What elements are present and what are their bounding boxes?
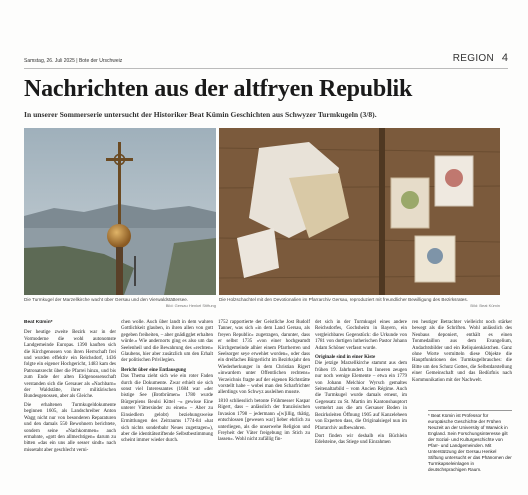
photo2-caption-text: Die Holzschachtel mit den Devotionalien im Pfarrarchiv Gersau, reproduziert mit freundlicher Bewilligung des Bezirksrates. bbox=[219, 297, 468, 302]
paragraph: 1752 rapportierte der Geistliche Jost Rudolf Tanner, was sich «in dem Land Gersau, als freyen Republic» zugetragen, darunter, dass er selbst 1735 «von einer hochgeamdt Kirchgemeinde alhier einem Pfarrherren und Seelsorger seye erwehlet worden», oder dass ein dreifaches Bürgerlicht im Bezirksjahr den Wiederherkunger in dem Christian Rigert «inwardern unter Offentlichen rechtens» Verzeichnis fragte auf der eigenen Richtstätte vorstellt habe – wobei man den Scharfrichter allerdings von Schwyz ausleihen musste. bbox=[218, 320, 310, 396]
article-title: Nachrichten aus der altfryen Republik bbox=[24, 76, 413, 102]
paragraph: Der heutige zweite Bezirk war in der Vormoderne die wohl autonomste Landgemeinde Europas. 1390 kauften sich die Kirchgenossen von ihren Herrschaft frei und wurden effektiv ein Reichsdorf, 1436 folgte ein eigener Hochgericht, 1483 kam des Patronatsrecht über die Pfarrei hinzu, und bis zum Ende der alten Eidgenossenschaft verstanden sich die Gersauer als «Nachbarn» der Waldstätte, ihrer militärischen Bundesgenossen, aber als Gleiche. bbox=[24, 330, 116, 400]
photo1-caption-text: Die Turmkugel der Marzellkirche wacht über Gersau und den Vierwaldstättersee. bbox=[24, 297, 189, 302]
photo2-caption bbox=[219, 297, 500, 309]
date-line: Samstag, 26. Juli 2025 | Bote der Urschweiz bbox=[24, 58, 123, 64]
paragraph: 1810 schliesslich betonte Frühmesser Kaspar Rigert, dass – anlässlich der französischen Invasion 1798 – jedermann «[w]illig, thätig, entschlossen [gewesen war] lieber ehrlich zu unterliegen, als die unserwehe Religion und Freyheit der Väter freigebung im Stich zu lassen». Wohl nicht zufällig fin- bbox=[218, 398, 310, 443]
paragraph: Dort finden wir deshalb ein Büchlein Edelsteine, das Stiege und Einrahmen bbox=[315, 433, 407, 446]
wooden-box-photo bbox=[219, 128, 500, 295]
article-lead: In unserer Sommerserie untersucht der Historiker Beat Kümin Geschichten aus Schwyzer Turmkugeln (3/8). bbox=[24, 110, 377, 119]
paragraph: Die erhaltenen Turmkugeldokumente beginnen 1605, als Landschreiber Anton Wagg nicht nur von besonderen Reparaturen und den damals 550 Bewohnern berichtete, sondern seine «Nachkommen» auch ermahnte, «gott den allmechtigen» darum zu bitten «das ein uns alle sesser sindt» nach missetaht aber geschlecht verni- bbox=[24, 402, 116, 453]
article-column-4 bbox=[315, 320, 407, 447]
page-number: 4 bbox=[501, 52, 508, 64]
photo1-credit: Bild: Gersau Henkel Stiftung bbox=[165, 303, 216, 308]
paragraph: chen wolle. Auch über landt in dem wahren Gottlichkeit glauben, in ihren allen von gott gegeben freiheiten, – aber gnädigglet erhalten würde.» Wie andernorts ging es also um das Seelenheil und die Bewahrung des «rechten» Glaubens, hier aber zusätzlich um den Erhalt der politischen Privilegien. bbox=[121, 320, 213, 364]
photo1-caption bbox=[24, 297, 216, 309]
paragraph: Das Thema zieht sich wie ein roter Faden durch die Dokumente. Zwar erhielt sie sich sonst viel Interessantes (1684 war «der bistige See (Brotbrümen» 1780 wurde Bürgerpiens Beulsi Kittel –» gewisse Eine unterer Vättersinder zu einen» – Aber zu Einsiedlern gelobt) beziehungsweise Ermittlungen des Zeitraums 1774-84 «hat sich nichts sonderbahr Neues zugetragen»), aber die identitätsstiftende Selbstbestimmung scheint immer wieder durch. bbox=[121, 374, 213, 444]
subheading: Bericht über eine Entlausgung bbox=[121, 367, 187, 373]
photo2-credit: Bild: Beat Kümin bbox=[470, 303, 500, 308]
bio-divider bbox=[428, 410, 512, 411]
subheading: Originale sind in einer Kiste bbox=[315, 355, 376, 361]
author-bio: * Beat Kümin ist Professor für europäische Geschichte der Frühen Neuzeit an der University of Warwick in England. Sein Forschungsinteresse gilt der Sozial- und Kulturgeschichte von Pfarr- und Landgemeinden. Mit Unterstützung der Gersau Henkel Stiftung untersucht er das Phänomen der Turmkapseleinlagen in deutschsprachigen Raum. bbox=[428, 413, 512, 472]
section-label: REGION bbox=[452, 53, 494, 64]
article-column-1 bbox=[24, 320, 116, 454]
page-header bbox=[24, 48, 508, 69]
paragraph: ren heutiger Betrachter vielleicht noch stärker bewegt als die Schriften. Wohl anlässlich des Neubaus deponiert, enthält es einen Tonmedaillon aus dem Evangelium, Andachtsbilder und ein Reliquienkästchen. Ganz ohne Worte vermitteln diese Objekte die Hauptfunktionen des Turmkugelbrauches: die Bitte um den Schutz Gottes, die Selbstdarstellung einer Gemeinschaft und das Bedürfnis nach Kommunikation mit der Nachwelt. bbox=[412, 320, 512, 383]
article-column-3 bbox=[218, 320, 310, 444]
article-column-5 bbox=[412, 320, 512, 384]
paragraph: Die jetzige Marzellkirche stammt aus dem frühen 19. Jahrhundert. Im Inneren zeugen nur noch wenige Elemente – etwa ein 1779 von Johann Melchior Wyrsch gemaltes Seitenaltarbild – vom Ancien Régime. Auch die Turmkugel wurde damals erneut, im Gegensatz zu St. Martin im Kantonshauptort vermehrt aus die am Gersauer Boden in Bezirksleiten Öffnung 1905 auf Kanzeleheen von Experten dass, die Originalsiegel nun im Pfarrarchiv aufbewahren. bbox=[315, 361, 407, 431]
author-byline: Beat Kümin* bbox=[24, 320, 53, 325]
article-column-2 bbox=[121, 320, 213, 445]
paragraph: det sich in der Turmkugel eines andere Reichsdorfes, Gochsheim in Bayern, ein vergleichbares Gegenstück: die Urkunde von 1781 von dortigen lutherischen Pastor Johann Adam Schöner verfasst wurde. bbox=[315, 320, 407, 351]
tower-ball-photo bbox=[24, 128, 216, 295]
